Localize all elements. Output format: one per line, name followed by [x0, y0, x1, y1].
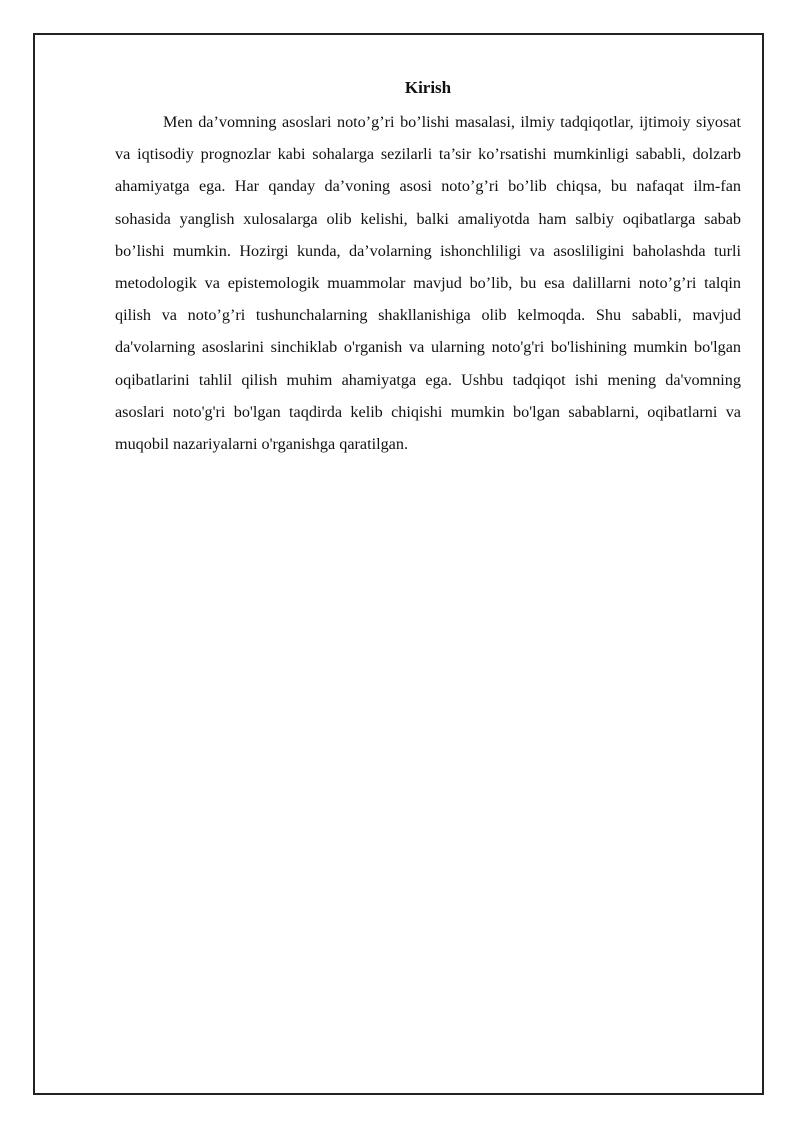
- section-title: Kirish: [404, 78, 452, 97]
- document-body: [115, 76, 741, 460]
- intro-paragraph: Men da’vomning asoslari noto’g’ri bo’lishi masalasi, ilmiy tadqiqotlar, ijtimoiy siyosat va iqtisodiy prognozlar kabi sohalarga sezilarli ta’sir ko’rsatishi mumkinligi sababli, dolzarb ahamiyatga ega. Har qanday da’voning asosi noto’g’ri bo’lib chiqsa, bu nafaqat ilm-fan sohasida yanglish xulosalarga olib kelishi, balki amaliyotda ham salbiy oqibatlarga sabab bo’lishi mumkin. Hozirgi kunda, da’volarning ishonchliligi va asosliligini baholashda turli metodologik va epistemologik muammolar mavjud bo’lib, bu esa dalillarni noto’g’ri talqin qilish va noto’g’ri tushunchalarning shakllanishiga olib kelmoqda. Shu sababli, mavjud da'volarning asoslarini sinchiklab o'rganish va ularning noto'g'ri bo'lishining mumkin bo'lgan oqibatlarini tahlil qilish muhim ahamiyatga ega. Ushbu tadqiqot ishi mening da'vomning asoslari noto'g'ri bo'lgan taqdirda kelib chiqishi mumkin bo'lgan sabablarni, oqibatlarni va muqobil nazariyalarni o'rganishga qaratilgan.: [115, 113, 741, 454]
